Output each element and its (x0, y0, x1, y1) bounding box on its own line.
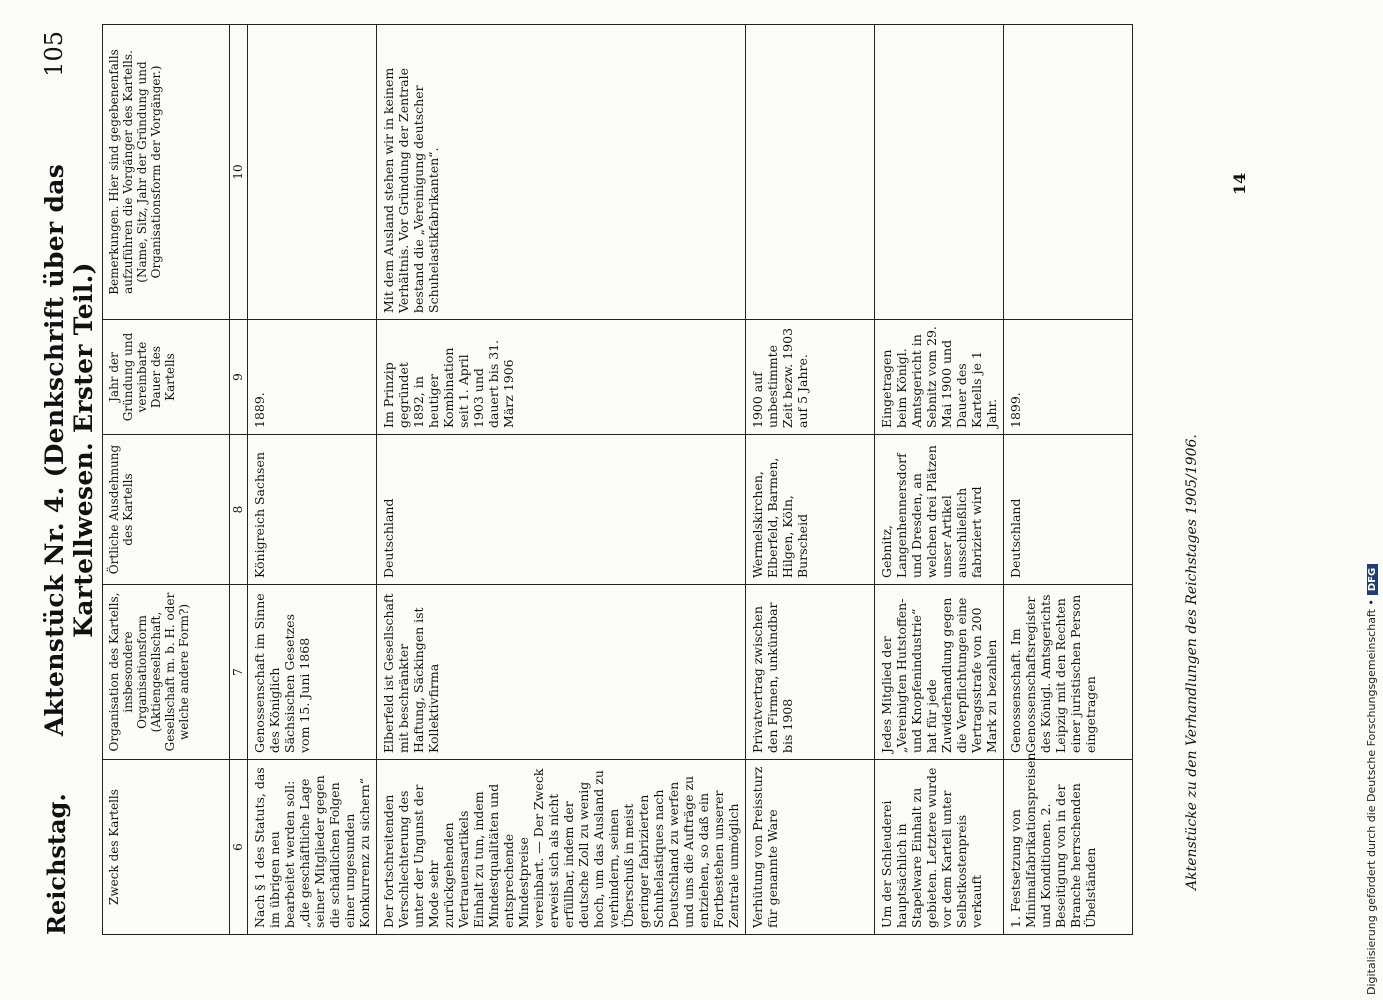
table-cell (746, 25, 875, 320)
table-cell: 1. Festsetzung von Minimalfabrikationspreisen und Konditionen. 2. Beseitigung von in der Branche herrschenden Übelständen (1004, 760, 1133, 935)
table-cell: Genossenschaft im Sinne des Königlich Sächsischen Gesetzes vom 15. Juni 1868 (248, 585, 377, 760)
table-cell: Deutschland (1004, 435, 1133, 585)
column-header: Bemerkungen. Hier sind gegebenenfalls aufzuführen die Vorgänger des Kartells. (Name, Sitz, Jahr der Gründung und Organisationsform der Vorgänger.) (103, 25, 230, 320)
table-cell: Verhütung von Preissturz für genannte Ware (746, 760, 875, 935)
column-number: 10 (230, 25, 248, 320)
table-cell: Gebnitz, Langenhennersdorf und Dresden, an welchen drei Plätzen unser Artikel ausschließlich fabriziert wird (875, 435, 1004, 585)
column-header: Zweck des Kartells (103, 760, 230, 935)
page-footer: Aktenstücke zu den Verhandlungen des Reichstages 1905/1906. (1184, 434, 1200, 890)
table-cell: Königreich Sachsen (248, 435, 377, 585)
column-header: Örtliche Ausdehnung des Kartells (103, 435, 230, 585)
digitization-credit (1365, 15, 1378, 995)
table-cell: Mit dem Ausland stehen wir in keinem Verhältnis. Vor Gründung der Zentrale bestand die „Vereinigung deutscher Schuhelastikfabrikanten“. (377, 25, 746, 320)
table-cell: 1889. (248, 320, 377, 435)
column-header: Organisation des Kartells, insbesondere Organisationsform (Aktiengesellschaft, Gesellschaft m. b. H. oder welche andere Form?) (103, 585, 230, 760)
rotated-document-page (30, 25, 1340, 975)
table-cell (248, 25, 377, 320)
sheet-mark: 14 (1230, 172, 1249, 195)
table-row (377, 25, 746, 935)
table-cell: Nach § 1 des Statuts, das im übrigen neu bearbeitet werden soll: „die geschäftliche Lage seiner Mitglieder gegen die schädlichen Folgen einer ungesunden Konkurrenz zu sichern“ (248, 760, 377, 935)
table-cell: Deutschland (377, 435, 746, 585)
table-cell: Genossenschaft. Im Genossenschaftsregister des Königl. Amtsgerichts Leipzig mit den Rechten einer juristischen Person eingetragen (1004, 585, 1133, 760)
column-number: 8 (230, 435, 248, 585)
table-cell: Im Prinzip gegründet 1892, in heutiger Kombination seit 1. April 1903 und dauert bis 31. März 1906 (377, 320, 746, 435)
column-number-row (230, 25, 248, 935)
page-header (30, 25, 98, 975)
table-cell: Jedes Mitglied der „Vereinigten Hutstoffen- und Knopfenindustrie“ hat für jede Zuwiderhandlung gegen die Verpflichtungen eine Vertragsstrafe von 200 Mark zu bezahlen (875, 585, 1004, 760)
header-title: Aktenstück Nr. 4. (Denkschrift über das Kartellwesen. Erster Teil.) (40, 163, 98, 737)
table-row (875, 25, 1004, 935)
table-header-row (103, 25, 230, 935)
table-cell: Wermelskirchen, Elberfeld, Barmen, Hilgen, Köln, Burscheid (746, 435, 875, 585)
table-cell: Privatvertrag zwischen den Firmen, unkündbar bis 1908 (746, 585, 875, 760)
page-number: 105 (40, 31, 68, 77)
table-row (248, 25, 377, 935)
table-cell: 1900 auf unbestimmte Zeit bezw. 1903 auf 5 Jahre. (746, 320, 875, 435)
table-row (1004, 25, 1133, 935)
table-cell: Um der Schleuderei hauptsächlich in Stapelware Einhalt zu gebieten. Letztere wurde vor dem Kartell unter Selbstkostenpreis verkauft (875, 760, 1004, 935)
column-number: 7 (230, 585, 248, 760)
table-cell: 1899. (1004, 320, 1133, 435)
column-number: 9 (230, 320, 248, 435)
table-row (746, 25, 875, 935)
table-cell: Der fortschreitenden Verschlechterung des unter der Ungunst der Mode sehr zurückgehenden Vertrauensartikels Einhalt zu tun, indem Mindestqualitäten und entsprechende Mindestpreise vereinbart. — Der Zweck erweist sich als nicht erfüllbar, indem der deutsche Zoll zu wenig hoch, um das Ausland zu verhindern, seinen Überschuß in meist geringer fabrizierten Schuhelastiques nach Deutschland zu werfen und uns die Aufträge zu entziehen, so daß ein Fortbestehen unserer Zentrale unmöglich (377, 760, 746, 935)
table-cell: Eingetragen beim Königl. Amtsgericht in Sebnitz vom 29. Mai 1900 und Dauer des Kartells je 1 Jahr. (875, 320, 1004, 435)
column-header: Jahr der Gründung und vereinbarte Dauer des Kartells (103, 320, 230, 435)
credit-text: Digitalisierung gefördert durch die Deutsche Forschungsgemeinschaft • (1365, 599, 1378, 995)
header-left: Reichstag. (42, 793, 71, 935)
table-cell: Elberfeld ist Gesellschaft mit beschränkter Haftung, Säckingen ist Kollektivfirma (377, 585, 746, 760)
column-number: 6 (230, 760, 248, 935)
cartel-table (102, 24, 1133, 935)
table-cell (1004, 25, 1133, 320)
dfg-logo: DFG (1367, 564, 1378, 595)
table-cell (875, 25, 1004, 320)
